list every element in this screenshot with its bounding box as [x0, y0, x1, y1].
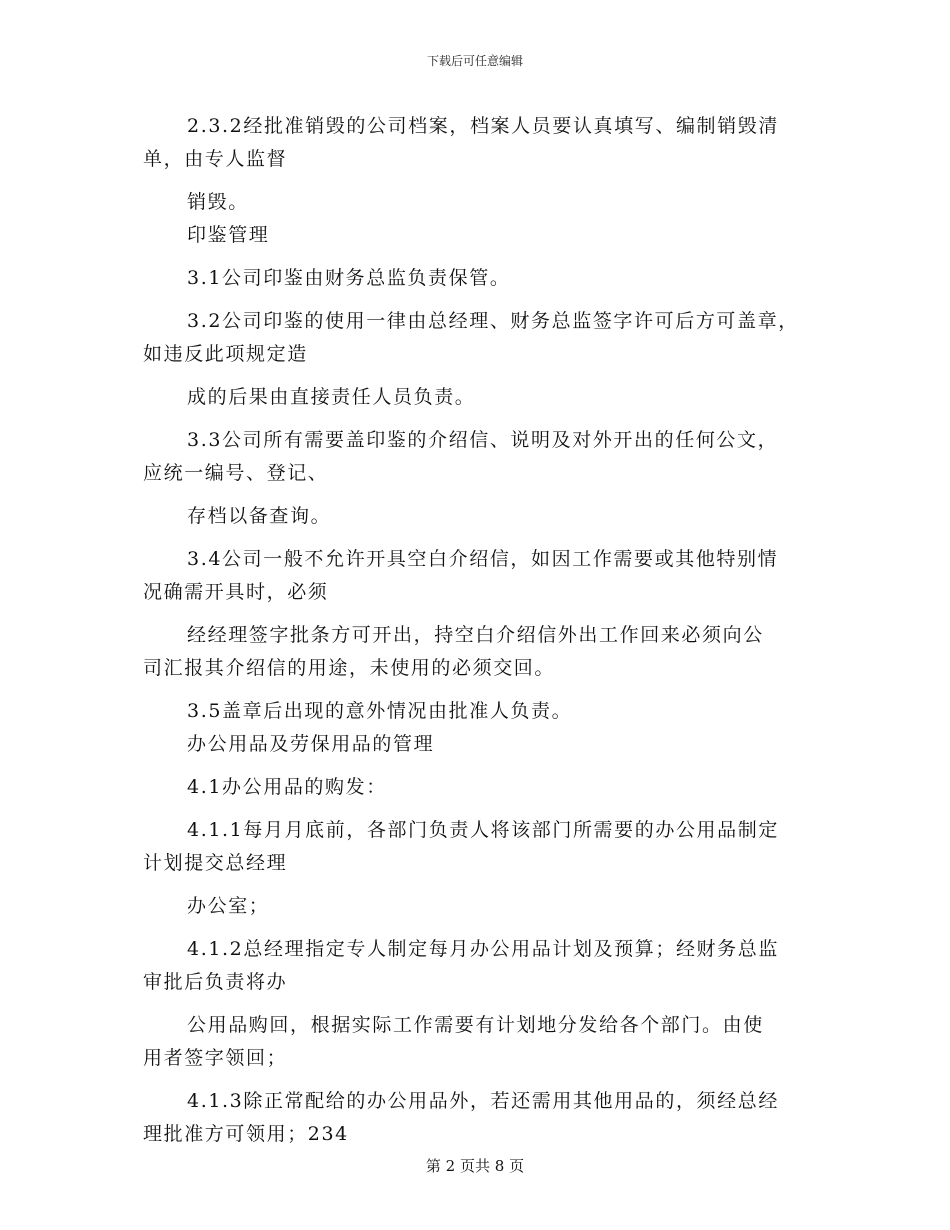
document-body	[143, 110, 823, 1151]
text-line: 公用品购回，根据实际工作需要有计划地分发给各个部门。由使	[187, 1014, 764, 1036]
text-line: 审批后负责将办	[143, 971, 288, 993]
page-footer: 第 2 页共 8 页	[425, 1157, 525, 1175]
text-line: 4.1.1每月月底前，各部门负责人将该部门所需要的办公用品制定	[187, 819, 779, 841]
text-line: 应统一编号、登记、	[143, 462, 329, 484]
text-line: 况确需开具时，必须	[143, 581, 329, 603]
text-line: 司汇报其介绍信的用途，未使用的必须交回。	[143, 657, 556, 679]
text-line: 2.3.2经批准销毁的公司档案，档案人员要认真填写、编制销毁清	[187, 115, 779, 137]
text-line: 用者签字领回；	[143, 1047, 288, 1069]
text-line: 理批准方可领用；234	[143, 1123, 349, 1145]
text-line: 3.5盖章后出现的意外情况由批准人负责。	[187, 700, 573, 722]
text-line: 3.2公司印鉴的使用一律由总经理、财务总监签字许可后方可盖章，	[187, 310, 799, 332]
text-line: 销毁。	[187, 191, 249, 213]
text-line: 3.1公司印鉴由财务总监负责保管。	[187, 267, 511, 289]
text-line: 4.1.2总经理指定专人制定每月办公用品计划及预算；经财务总监	[187, 938, 779, 960]
text-line: 如违反此项规定造	[143, 343, 308, 365]
text-line: 单，由专人监督	[143, 148, 288, 170]
text-line: 4.1办公用品的购发：	[187, 776, 387, 798]
text-line: 成的后果由直接责任人员负责。	[187, 386, 476, 408]
text-line: 4.1.3除正常配给的办公用品外，若还需用其他用品的，须经总经	[187, 1090, 779, 1112]
section-heading: 印鉴管理	[187, 224, 270, 246]
section-heading: 办公用品及劳保用品的管理	[187, 733, 435, 755]
text-line: 经经理签字批条方可开出，持空白介绍信外出工作回来必须向公	[187, 624, 764, 646]
text-line: 办公室；	[187, 895, 270, 917]
text-line: 存档以备查询。	[187, 505, 332, 527]
text-line: 3.4公司一般不允许开具空白介绍信，如因工作需要或其他特别情	[187, 548, 779, 570]
page-header: 下载后可任意编辑	[426, 54, 523, 68]
text-line: 3.3公司所有需要盖印鉴的介绍信、说明及对外开出的任何公文，	[187, 429, 779, 451]
text-line: 计划提交总经理	[143, 852, 288, 874]
